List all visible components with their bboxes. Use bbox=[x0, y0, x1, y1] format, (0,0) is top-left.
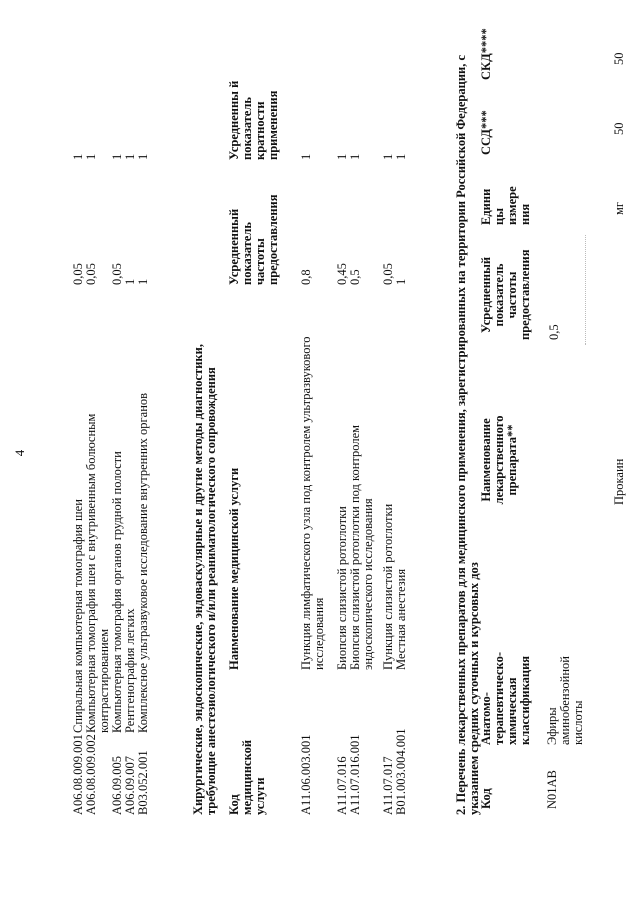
header-mult: Усредненны й показатель кратности применения bbox=[227, 80, 280, 160]
row-name: Спиральная компьютерная томография шеи bbox=[71, 499, 85, 733]
row-freq: 0,45 bbox=[335, 263, 349, 285]
header-freq: Усредненный показатель частоты предоставления bbox=[479, 249, 532, 340]
row-skd: 50 bbox=[612, 52, 626, 65]
header-atc: Анатомо-терапевтическо-химическая классификация bbox=[479, 651, 532, 745]
row-name: Комплексное ультразвуковое исследование внутренних органов bbox=[136, 392, 150, 733]
row-freq: 0,5 bbox=[348, 269, 362, 285]
row-code: A11.06.003.001 bbox=[299, 734, 313, 815]
row-drug: Прокаин bbox=[612, 458, 626, 505]
row-mult: 1 bbox=[335, 153, 349, 160]
row-code: A11.07.017 bbox=[381, 756, 395, 815]
table-row bbox=[585, 15, 625, 815]
row-freq: 0,5 bbox=[547, 324, 561, 340]
header-code: Код медицинской услуги bbox=[227, 739, 267, 815]
row-mult: 1 bbox=[381, 153, 395, 160]
header-drug: Наименование лекарственного препарата** bbox=[479, 415, 519, 505]
row-unit: мг bbox=[612, 201, 626, 215]
row-freq: 0,05 bbox=[110, 263, 124, 285]
row-mult: 1 bbox=[394, 153, 408, 160]
row-freq: 1 bbox=[136, 278, 150, 285]
divider bbox=[585, 235, 586, 345]
row-mult: 1 bbox=[71, 153, 85, 160]
row-freq: 0,05 bbox=[381, 263, 395, 285]
row-name: Местная анестезия bbox=[394, 568, 408, 670]
row-code: N01AB bbox=[545, 770, 559, 809]
table-row bbox=[395, 15, 408, 815]
row-code: A11.07.016.001 bbox=[348, 734, 362, 815]
row-name: Пункция лимфатического узла под контролем ультразвукового исследования bbox=[299, 336, 326, 670]
row-name: Рентгенография легких bbox=[123, 608, 137, 733]
table-row bbox=[137, 15, 150, 815]
row-freq: 1 bbox=[394, 278, 408, 285]
row-mult: 1 bbox=[110, 153, 124, 160]
row-mult: 1 bbox=[299, 153, 313, 160]
row-code: A06.08.009.002 bbox=[84, 734, 98, 815]
table-row bbox=[300, 15, 326, 815]
header-skd: СКД**** bbox=[479, 28, 493, 80]
table-header bbox=[228, 15, 286, 815]
row-name: Компьютерная томография органов грудной полости bbox=[110, 451, 124, 733]
row-freq: 1 bbox=[123, 278, 137, 285]
row-mult: 1 bbox=[136, 153, 150, 160]
row-ssd: 50 bbox=[612, 122, 626, 135]
row-freq: 0,05 bbox=[84, 263, 98, 285]
row-code: A06.09.005 bbox=[110, 755, 124, 815]
row-atc: Эфиры аминобензойной кислоты bbox=[545, 656, 585, 745]
row-code: A06.08.009.001 bbox=[71, 734, 85, 815]
header-name: Наименование медицинской услуги bbox=[227, 467, 241, 670]
table-row bbox=[85, 15, 111, 815]
header-ssd: ССД*** bbox=[479, 110, 493, 155]
row-name: Биопсия слизистой ротоглотки bbox=[335, 506, 349, 670]
section-heading-surgical: Хирургические, эндоскопические, эндоваскулярные и другие методы диагностики, требующие анестезиологического и/или реаниматологического сопровождения bbox=[191, 344, 218, 815]
row-mult: 1 bbox=[348, 153, 362, 160]
header-unit: Едини цы измере ния bbox=[479, 186, 532, 225]
table-row bbox=[382, 15, 395, 815]
page-number: 4 bbox=[12, 449, 27, 457]
table-row bbox=[535, 15, 585, 815]
header-freq: Усредненный показатель частоты предоставления bbox=[227, 194, 280, 285]
section-heading-drugs: 2. Перечень лекарственных препаратов для медицинского применения, зарегистрированных на территории Российской Федерации, с указанием средних суточных и курсовых доз bbox=[454, 54, 481, 815]
table-row bbox=[336, 15, 349, 815]
row-name: Компьютерная томография шеи с внутривенным болюсным контрастированием bbox=[84, 413, 111, 733]
row-name: Биопсия слизистой ротоглотки под контролем эндоскопического исследования bbox=[348, 424, 375, 670]
table-row bbox=[349, 15, 375, 815]
header-code: Код bbox=[479, 788, 493, 809]
row-mult: 1 bbox=[123, 153, 137, 160]
row-mult: 1 bbox=[84, 153, 98, 160]
row-name: Пункция слизистой ротоглотки bbox=[381, 503, 395, 670]
row-freq: 0,8 bbox=[299, 269, 313, 285]
row-code: A11.07.016 bbox=[335, 756, 349, 815]
row-code: A06.09.007 bbox=[123, 755, 137, 815]
row-code: B03.052.001 bbox=[136, 750, 150, 815]
row-freq: 0,05 bbox=[71, 263, 85, 285]
row-code: B01.003.004.001 bbox=[394, 728, 408, 815]
